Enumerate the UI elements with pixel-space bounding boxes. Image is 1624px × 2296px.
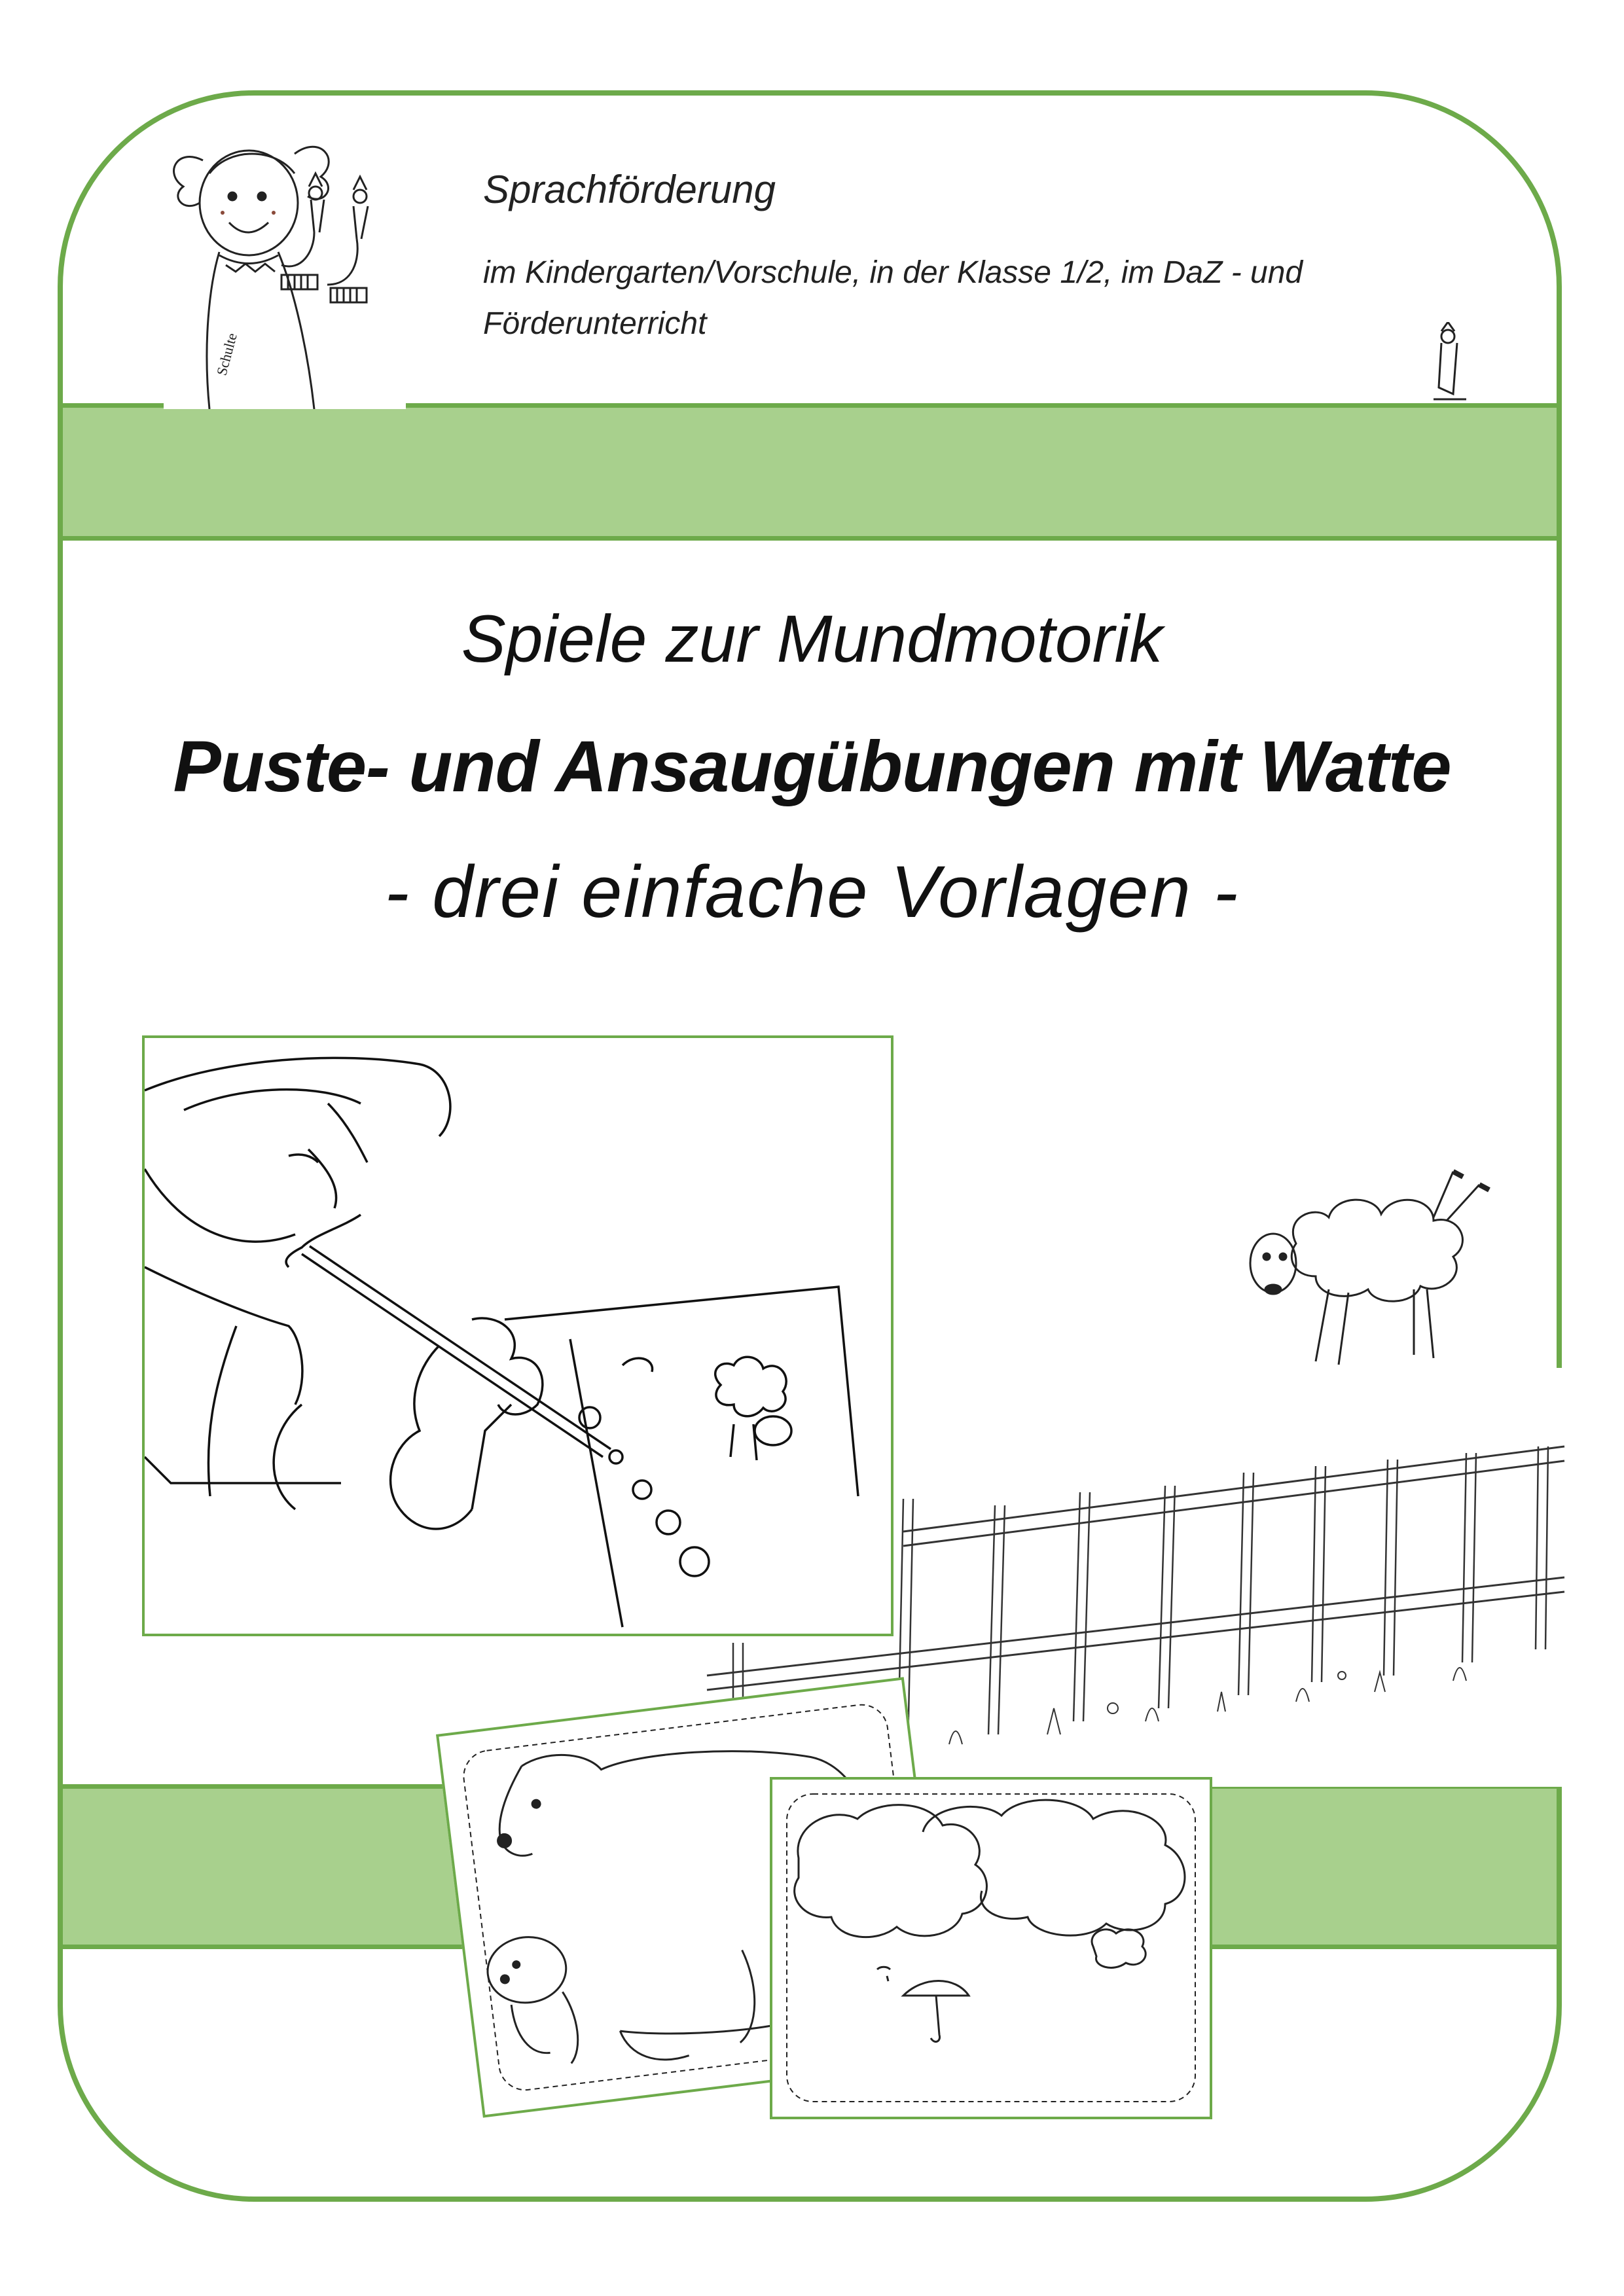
- svg-text:Schulte: Schulte: [213, 331, 240, 378]
- top-green-band: [63, 403, 1557, 541]
- girl-with-finger-puppets-icon: [164, 134, 406, 409]
- child-blowing-through-straw-illustration: [142, 1035, 893, 1636]
- jumping-sheep-illustration: [1218, 1158, 1545, 1394]
- subline-text: im Kindergarten/Vorschule, in der Klasse 1/2, im DaZ - und Förderunterricht: [483, 255, 1303, 341]
- kicker-text: Sprachförderung: [483, 168, 776, 211]
- title-line-2: Puste- und Ansaugübungen mit Watte: [173, 726, 1451, 807]
- title-line-1: Spiele zur Mundmotorik: [461, 601, 1163, 676]
- clouds-with-umbrella-template: [770, 1777, 1212, 2119]
- title-line-3: - drei einfache Vorlagen -: [384, 851, 1240, 933]
- finger-puppet-icon: [1427, 322, 1473, 401]
